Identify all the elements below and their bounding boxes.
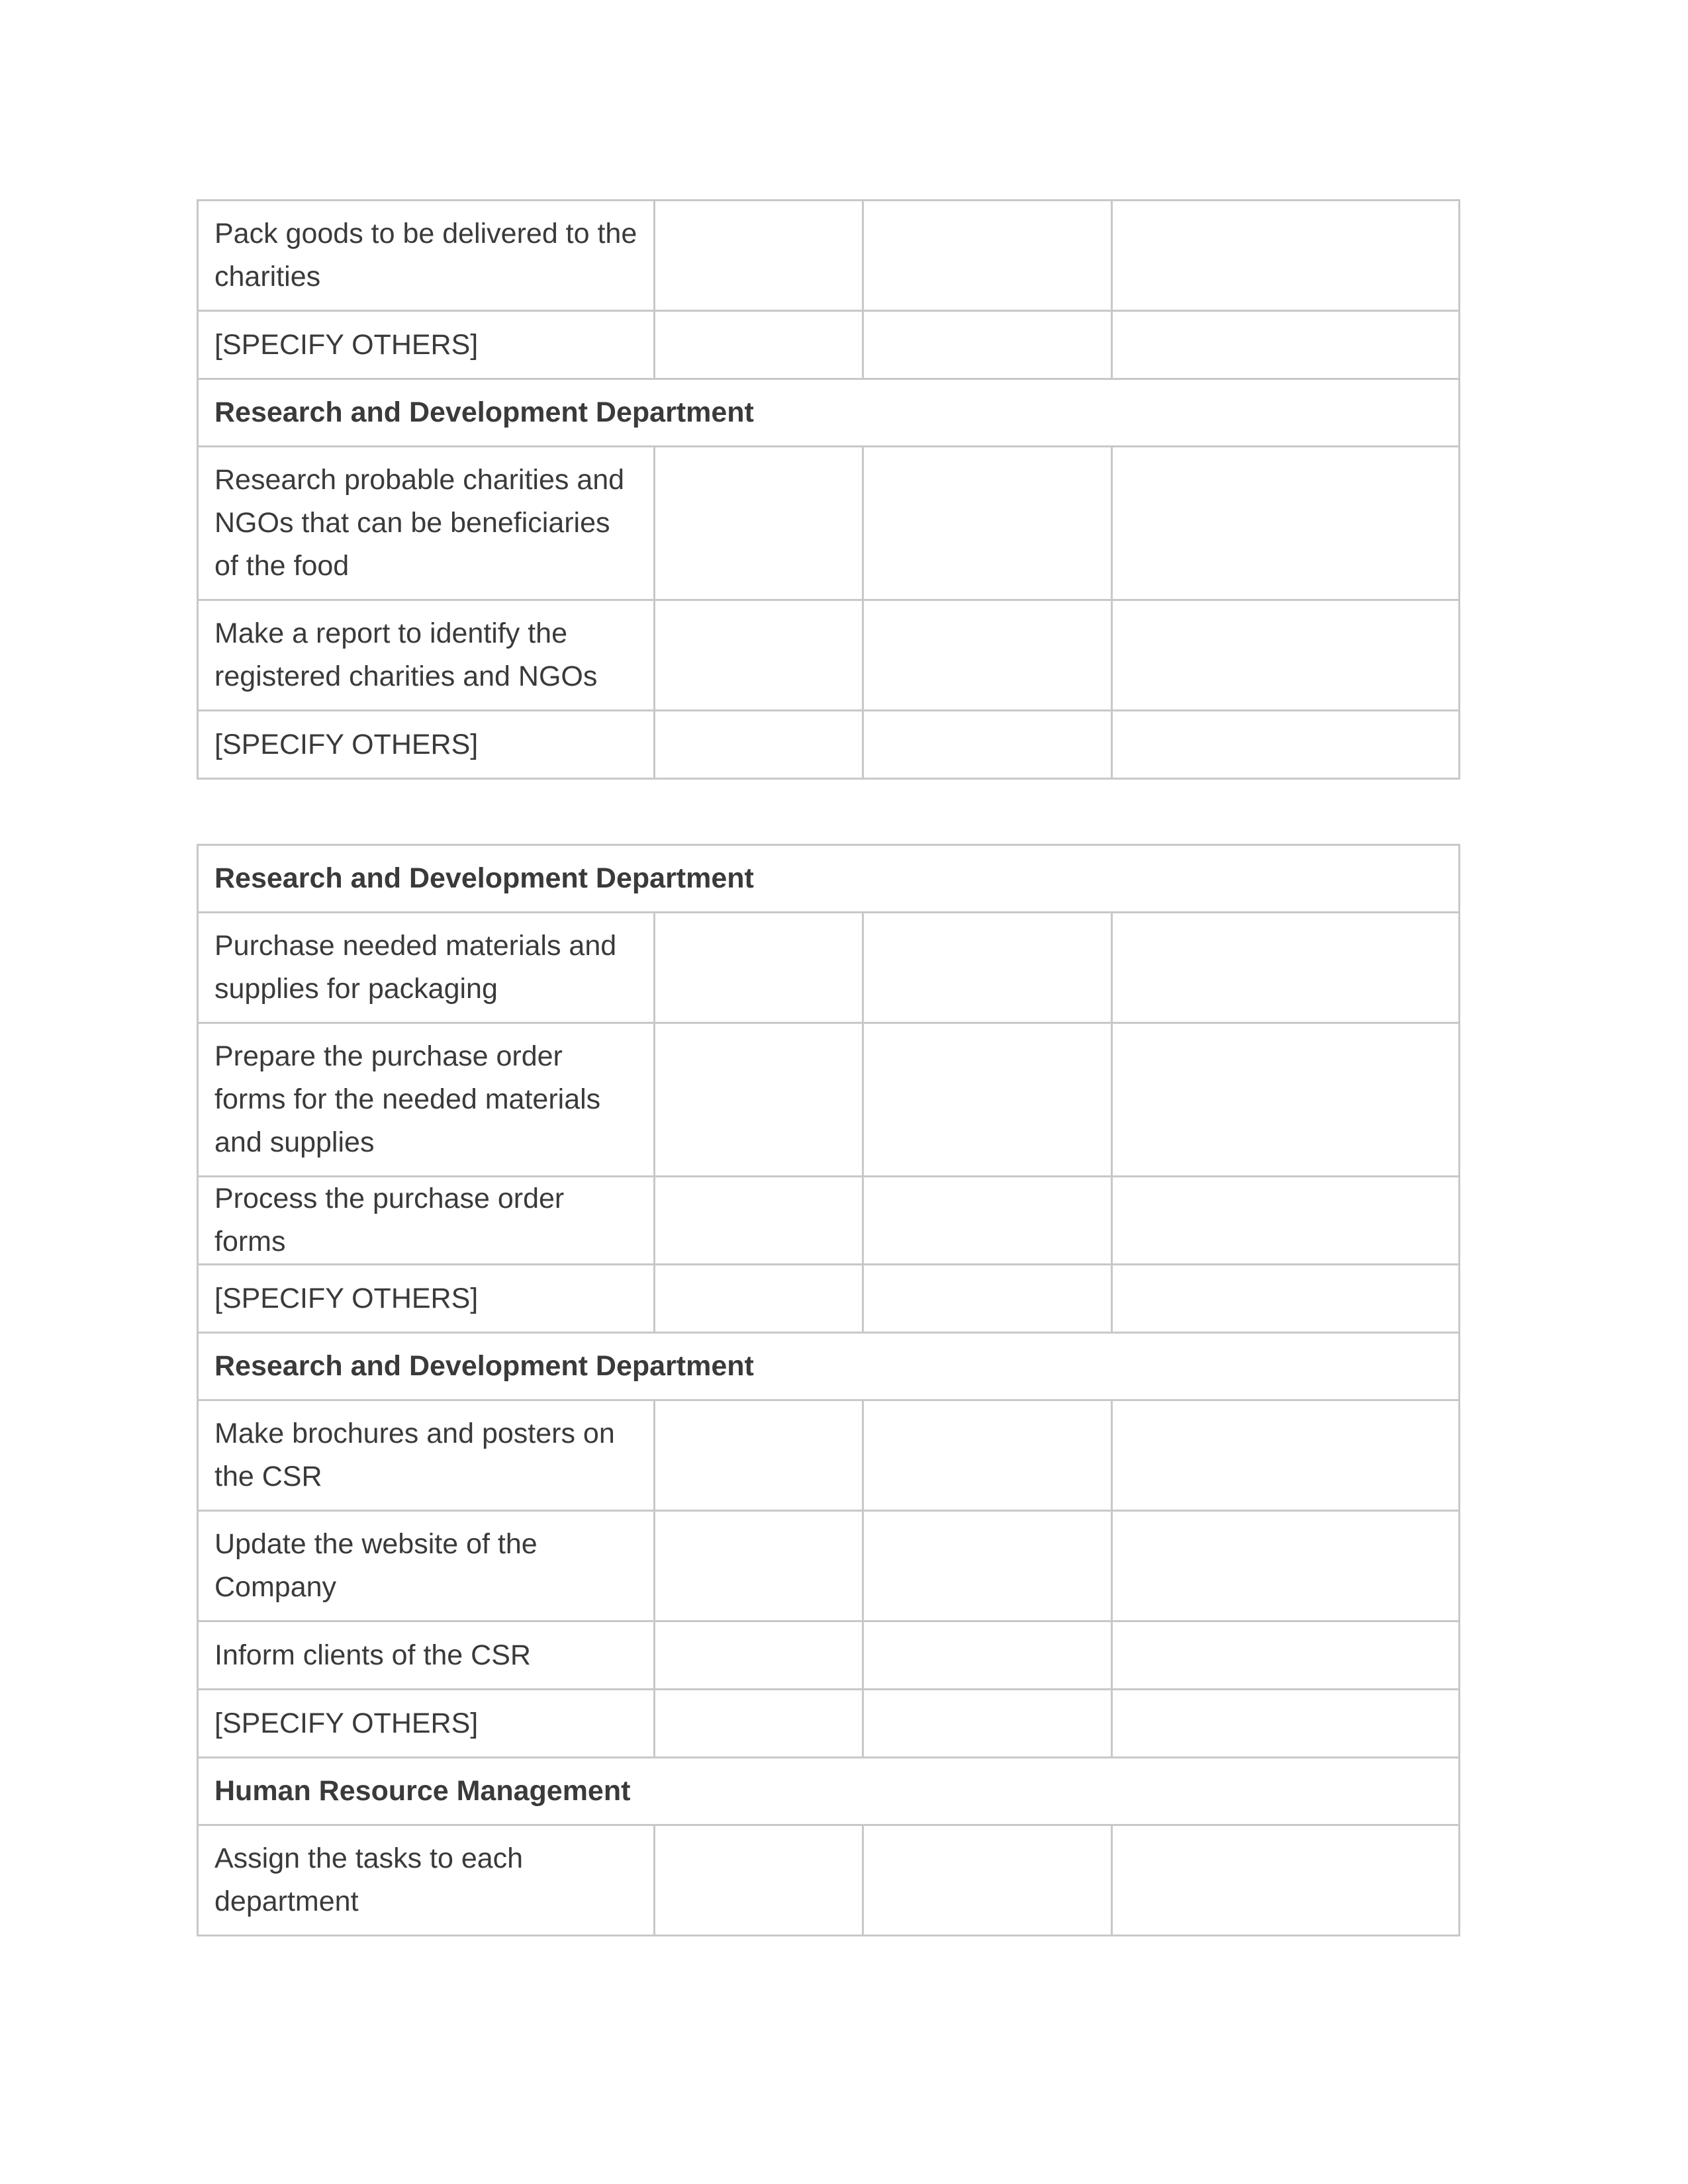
task-cell: Prepare the purchase order forms for the needed materials and supplies [198, 1023, 655, 1177]
empty-cell[interactable] [1112, 1825, 1460, 1936]
section-heading: Human Resource Management [198, 1758, 1460, 1825]
task-cell: [SPECIFY OTHERS] [198, 711, 655, 779]
task-cell: [SPECIFY OTHERS] [198, 1690, 655, 1758]
task-cell: Make brochures and posters on the CSR [198, 1400, 655, 1511]
empty-cell[interactable] [863, 1825, 1112, 1936]
task-cell: Research probable charities and NGOs that can be beneficiaries of the food [198, 447, 655, 600]
task-cell: [SPECIFY OTHERS] [198, 1265, 655, 1333]
empty-cell[interactable] [863, 201, 1112, 311]
empty-cell[interactable] [655, 1177, 863, 1265]
empty-cell[interactable] [655, 1825, 863, 1936]
empty-cell[interactable] [863, 1621, 1112, 1690]
task-table-2 [197, 844, 1460, 1936]
task-cell: Purchase needed materials and supplies for packaging [198, 913, 655, 1023]
empty-cell[interactable] [655, 1265, 863, 1333]
empty-cell[interactable] [1112, 1621, 1460, 1690]
table-row [198, 1265, 1460, 1333]
empty-cell[interactable] [655, 311, 863, 379]
table-row [198, 600, 1460, 711]
table-row [198, 1400, 1460, 1511]
empty-cell[interactable] [1112, 1265, 1460, 1333]
section-row [198, 1333, 1460, 1400]
empty-cell[interactable] [863, 447, 1112, 600]
task-cell: Pack goods to be delivered to the charities [198, 201, 655, 311]
table-row [198, 913, 1460, 1023]
empty-cell[interactable] [655, 201, 863, 311]
empty-cell[interactable] [655, 913, 863, 1023]
empty-cell[interactable] [655, 711, 863, 779]
empty-cell[interactable] [655, 1400, 863, 1511]
table-row [198, 1511, 1460, 1621]
empty-cell[interactable] [863, 311, 1112, 379]
section-row [198, 845, 1460, 913]
empty-cell[interactable] [863, 1265, 1112, 1333]
empty-cell[interactable] [863, 1177, 1112, 1265]
empty-cell[interactable] [1112, 447, 1460, 600]
task-cell: Make a report to identify the registered charities and NGOs [198, 600, 655, 711]
task-cell: Inform clients of the CSR [198, 1621, 655, 1690]
empty-cell[interactable] [863, 1023, 1112, 1177]
empty-cell[interactable] [1112, 1177, 1460, 1265]
table-row [198, 311, 1460, 379]
table-row [198, 201, 1460, 311]
task-cell: [SPECIFY OTHERS] [198, 311, 655, 379]
empty-cell[interactable] [655, 600, 863, 711]
empty-cell[interactable] [1112, 201, 1460, 311]
table-row [198, 1023, 1460, 1177]
table-row [198, 1825, 1460, 1936]
empty-cell[interactable] [863, 711, 1112, 779]
section-heading: Research and Development Department [198, 1333, 1460, 1400]
empty-cell[interactable] [655, 1511, 863, 1621]
empty-cell[interactable] [1112, 1511, 1460, 1621]
section-heading: Research and Development Department [198, 845, 1460, 913]
empty-cell[interactable] [655, 1621, 863, 1690]
empty-cell[interactable] [863, 913, 1112, 1023]
table-row [198, 711, 1460, 779]
empty-cell[interactable] [1112, 1400, 1460, 1511]
table-row [198, 1177, 1460, 1265]
section-row [198, 1758, 1460, 1825]
empty-cell[interactable] [1112, 600, 1460, 711]
empty-cell[interactable] [1112, 311, 1460, 379]
section-heading: Research and Development Department [198, 379, 1460, 447]
empty-cell[interactable] [655, 1690, 863, 1758]
table-row [198, 1621, 1460, 1690]
task-cell: Process the purchase order forms [198, 1177, 655, 1265]
empty-cell[interactable] [655, 1023, 863, 1177]
task-cell: Assign the tasks to each department [198, 1825, 655, 1936]
empty-cell[interactable] [863, 1690, 1112, 1758]
empty-cell[interactable] [1112, 711, 1460, 779]
section-row [198, 379, 1460, 447]
empty-cell[interactable] [863, 1400, 1112, 1511]
empty-cell[interactable] [1112, 913, 1460, 1023]
empty-cell[interactable] [863, 600, 1112, 711]
empty-cell[interactable] [863, 1511, 1112, 1621]
task-table-1 [197, 199, 1460, 780]
table-row [198, 1690, 1460, 1758]
empty-cell[interactable] [1112, 1023, 1460, 1177]
task-cell: Update the website of the Company [198, 1511, 655, 1621]
table-row [198, 447, 1460, 600]
empty-cell[interactable] [655, 447, 863, 600]
empty-cell[interactable] [1112, 1690, 1460, 1758]
